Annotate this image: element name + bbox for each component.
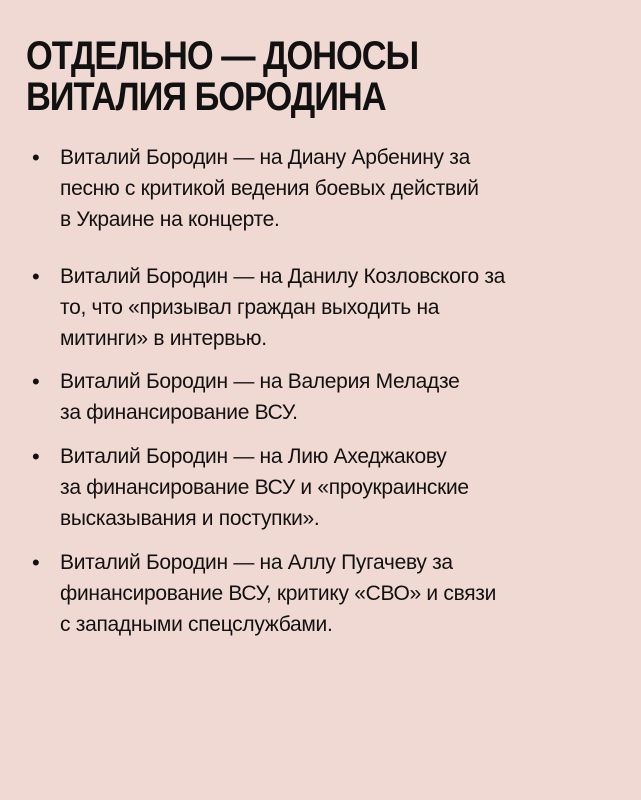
text-line: митинги» в интервью. [60, 327, 267, 350]
list-item-text [60, 261, 622, 354]
text-line: Виталий Бородин — на Аллу Пугачеву за [60, 551, 453, 574]
text-line: с западными спецслужбами. [60, 613, 333, 636]
text-line: финансирование ВСУ, критику «СВО» и связи [60, 582, 497, 605]
page-title: ОТДЕЛЬНО — ДОНОСЫ ВИТАЛИЯ БОРОДИНА [26, 34, 419, 119]
list-item [32, 366, 622, 428]
text-line: Виталий Бородин — на Данилу Козловского за [60, 265, 506, 288]
bullet-icon: • [32, 444, 40, 469]
list-item [32, 547, 622, 640]
list-item-text [60, 441, 622, 534]
text-line: Виталий Бородин — на Лию Ахеджакову [60, 445, 447, 468]
text-line: в Украине на концерте. [60, 208, 280, 231]
bullet-icon: • [32, 145, 40, 170]
bullet-icon: • [32, 264, 40, 289]
text-line: высказывания и поступки». [60, 507, 320, 530]
text-line: песню с критикой ведения боевых действий [60, 177, 479, 200]
text-line: то, что «призывал граждан выходить на [60, 296, 440, 319]
list-item-text [60, 142, 622, 235]
list-item-text [60, 547, 622, 640]
list-item-text [60, 366, 622, 428]
text-line: Виталий Бородин — на Валерия Меладзе [60, 370, 460, 393]
bullet-icon: • [32, 550, 40, 575]
list-item [32, 142, 622, 235]
text-line: Виталий Бородин — на Диану Арбенину за [60, 146, 470, 169]
text-line: за финансирование ВСУ. [60, 401, 298, 424]
bullet-icon: • [32, 369, 40, 394]
list-item [32, 261, 622, 354]
list-item [32, 441, 622, 534]
text-line: за финансирование ВСУ и «проукраинские [60, 476, 469, 499]
